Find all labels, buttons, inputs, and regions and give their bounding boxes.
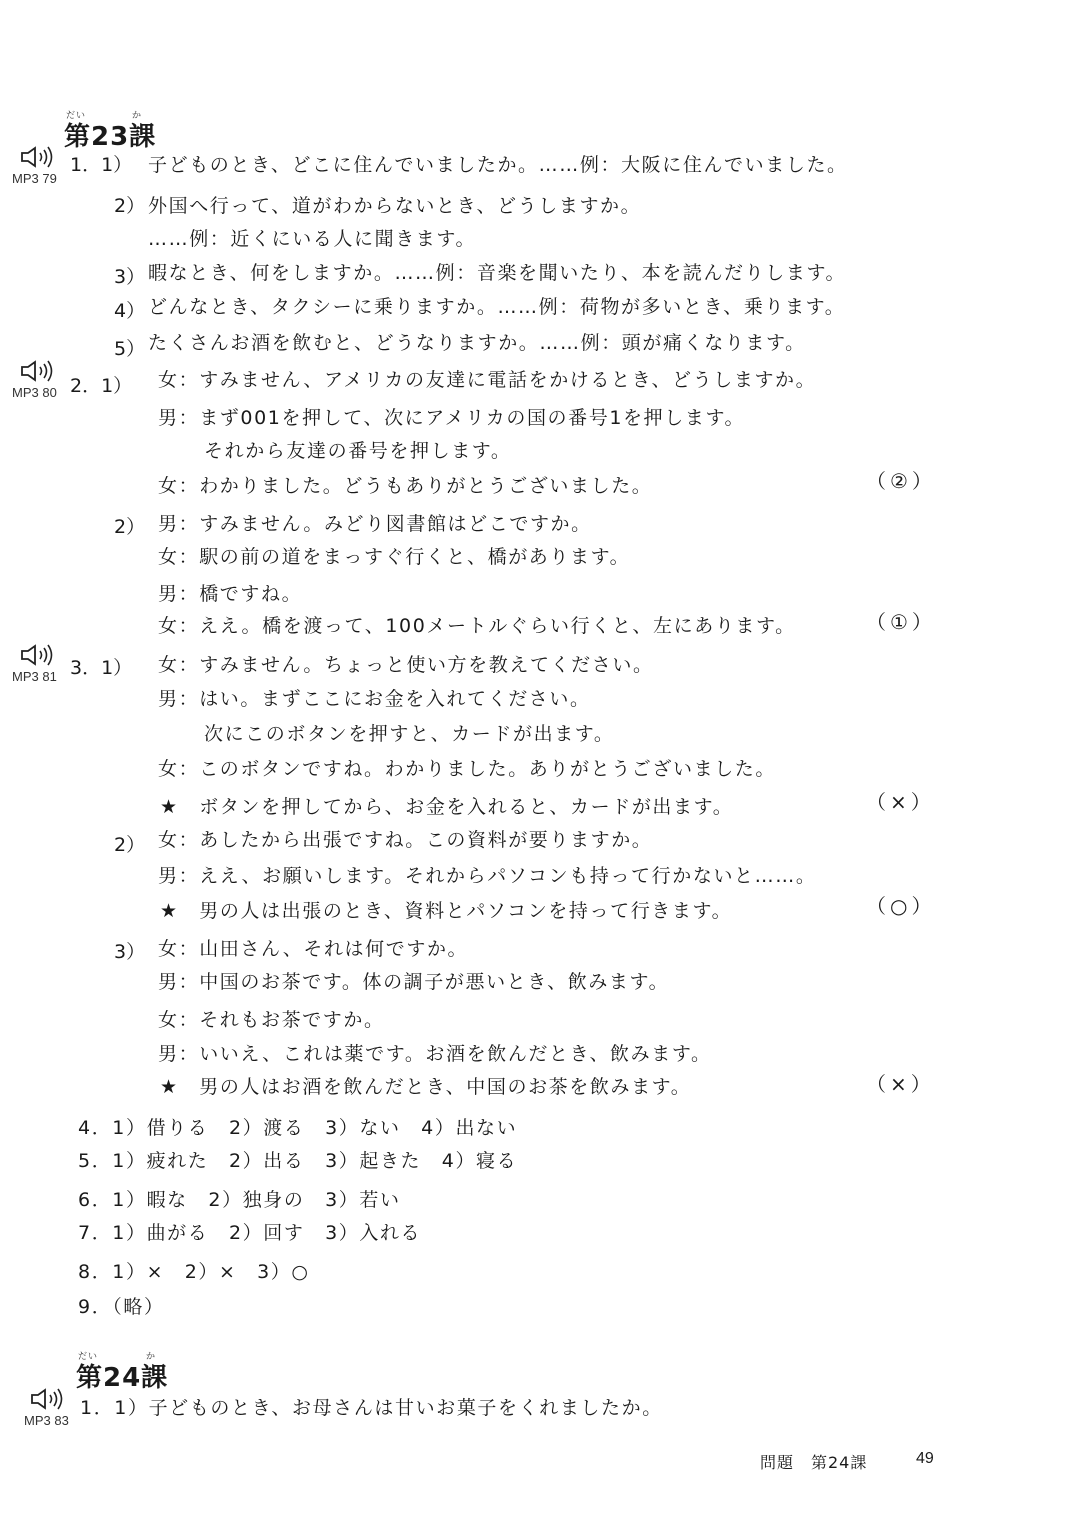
sub-number: 3） [114,941,146,963]
dialogue-line: 女：それもお茶ですか。 [158,1009,385,1031]
dialogue-line: 男：すみません。みどり図書館はどこですか。 [158,513,592,535]
dialogue-line: 男：橋ですね。 [158,583,303,605]
answer-row: 5．1）疲れた 2）出る 3）起きた 4）寝る [78,1150,518,1172]
question-number: 3．1） [70,657,133,679]
ruby-ka: か [132,111,143,121]
dialogue-line: それから友達の番号を押します。 [204,440,512,462]
statement-line: ★ 男の人はお酒を飲んだとき、中国のお茶を飲みます。 [160,1076,692,1098]
dialogue-line: 女：ええ。橋を渡って、100メートルぐらい行くと、左にあります。 [158,615,796,637]
sub-number: 5） [114,338,146,360]
sub-number: 2） [114,834,146,856]
question-line: 1．1）子どものとき、お母さんは甘いお菓子をくれましたか。 [80,1397,663,1419]
question-line: たくさんお酒を飲むと、どうなりますか。……例：頭が痛くなります。 [148,332,806,354]
dialogue-line: 女：すみません。ちょっと使い方を教えてください。 [158,654,654,676]
question-line: どんなとき、タクシーに乗りますか。……例：荷物が多いとき、乗ります。 [148,296,846,318]
speaker-icon[interactable] [20,644,60,666]
sub-number: 4） [114,300,146,322]
footer-section-title: 問題 第24課 [760,1453,868,1472]
dialogue-line: 男：中国のお茶です。体の調子が悪いとき、飲みます。 [158,971,670,993]
question-number: 1．1） [70,154,133,176]
answer-mark: （○） [866,894,936,918]
audio-track-label: MP3 83 [24,1413,69,1428]
dialogue-line: 男：はい。まずここにお金を入れてください。 [158,688,591,710]
statement-line: ★ ボタンを押してから、お金を入れると、カードが出ます。 [160,796,734,818]
speaker-icon[interactable] [30,1388,70,1410]
question-number: 2．1） [70,375,133,397]
dialogue-line: 女：あしたから出張ですね。この資料が要りますか。 [158,829,653,851]
dialogue-line: 男：いいえ、これは薬です。お酒を飲んだとき、飲みます。 [158,1043,712,1065]
ruby-ka: か [146,1352,157,1362]
page-number: 49 [916,1450,934,1467]
sub-number: 2） [114,516,146,538]
answer-mark: （②） [866,469,936,493]
ruby-dai: だい [78,1352,99,1362]
answer-mark: （×） [866,790,935,814]
lesson-23-title: 第23課 [64,122,157,152]
audio-track-label: MP3 81 [12,669,57,684]
dialogue-line: 女：わかりました。どうもありがとうございました。 [158,475,653,497]
dialogue-line: 女：山田さん、それは何ですか。 [158,938,469,960]
lesson-24-title: 第24課 [76,1363,169,1393]
dialogue-line: 女：駅の前の道をまっすぐ行くと、橋があります。 [158,546,631,568]
question-line: 子どものとき、どこに住んでいましたか。……例：大阪に住んでいました。 [148,154,848,176]
dialogue-line: 次にこのボタンを押すと、カードが出ます。 [204,723,615,745]
sub-number: 3） [114,266,146,288]
ruby-dai: だい [66,111,87,121]
answer-row: 9．（略） [78,1296,165,1318]
statement-line: ★ 男の人は出張のとき、資料とパソコンを持って行きます。 [160,900,733,922]
dialogue-line: 女：このボタンですね。わかりました。ありがとうございました。 [158,758,777,780]
speaker-icon[interactable] [20,360,60,382]
speaker-icon[interactable] [20,146,60,168]
answer-row: 6．1）暇な 2）独身の 3）若い [78,1189,401,1211]
example-answer: ……例：近くにいる人に聞きます。 [148,228,477,250]
dialogue-line: 男：まず001を押して、次にアメリカの国の番号1を押します。 [158,407,746,429]
question-line: 外国へ行って、道がわからないとき、どうしますか。 [148,195,642,217]
question-line: 暇なとき、何をしますか。……例：音楽を聞いたり、本を読んだりします。 [148,262,847,284]
answer-row: 7．1）曲がる 2）回す 3）入れる [78,1222,422,1244]
answer-row: 4．1）借りる 2）渡る 3）ない 4）出ない [78,1117,518,1139]
answer-row: 8．1）× 2）× 3）○ [78,1261,310,1283]
dialogue-line: 女：すみません、アメリカの友達に電話をかけるとき、どうしますか。 [158,369,817,391]
audio-track-label: MP3 79 [12,171,57,186]
sub-number: 2） [114,195,146,217]
audio-track-label: MP3 80 [12,385,57,400]
answer-mark: （×） [866,1072,935,1096]
dialogue-line: 男：ええ、お願いします。それからパソコンも持って行かないと……。 [158,865,817,887]
answer-mark: （①） [866,610,936,634]
